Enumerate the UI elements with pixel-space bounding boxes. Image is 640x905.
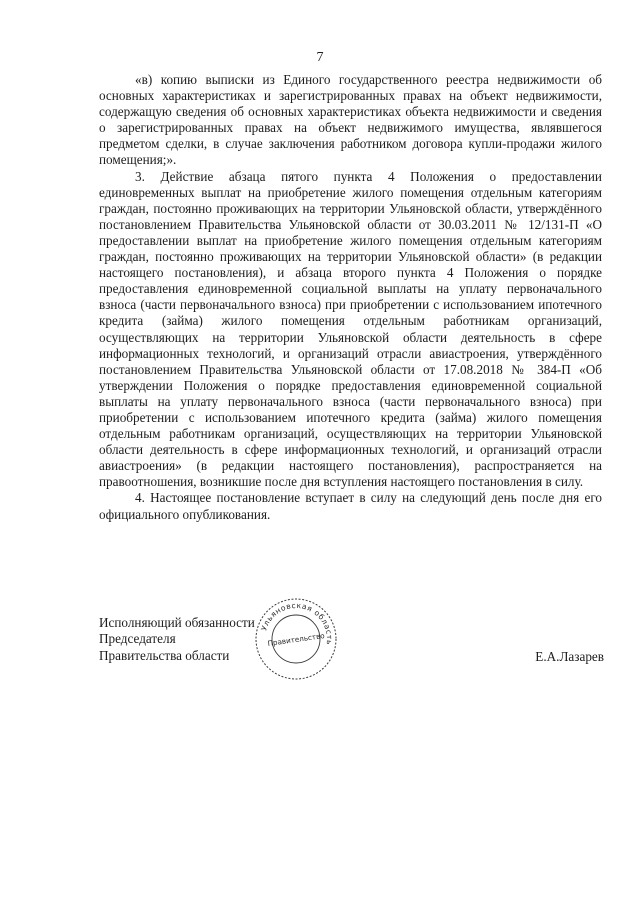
signer-title-line: Председателя — [99, 631, 176, 647]
signer-name: Е.А.Лазарев — [535, 649, 604, 664]
seal-icon — [253, 596, 339, 682]
paragraph-item-v: «в) копию выписки из Единого государственного реестра недвижимости об основных характеристиках и зарегистрированных правах на объект недвижимости, содержащую сведения об основных характеристиках объекта недвижимости и сведения о зарегистрированных правах на объект недвижимого имущества, являвшегося предметом сделки, в случае заключения работником договора купли-продажи жилого помещения;». — [99, 72, 602, 168]
signature-block — [99, 615, 604, 664]
signer-title-line: Правительства области — [99, 647, 230, 663]
document-body — [99, 72, 602, 523]
signer-title-line: Исполняющий обязанности — [99, 615, 255, 630]
seal-ring-text: Ульяновская область — [259, 600, 335, 646]
paragraph-point-4: 4. Настоящее постановление вступает в силу на следующий день после дня его официального опубликования. — [99, 490, 602, 522]
paragraph-point-3: 3. Действие абзаца пятого пункта 4 Положения о предоставлении единовременных выплат на приобретение жилого помещения отдельным категориям граждан, постоянно проживающих на территории Ульяновской области, утверждённого постановлением Правительства Ульяновской области от 30.03.2011 № 12/131-П «О предоставлении выплат на приобретение жилого помещения отдельным категориям граждан, постоянно проживающих на территории Ульяновской области» (в редакции настоящего постановления), и абзаца второго пункта 4 Положения о порядке предоставления единовременной социальной выплаты на уплату первоначального взноса (части первоначального взноса) при приобретении с использованием ипотечного кредита (займа) жилого помещения отдельным работникам организаций, осуществляющих на территории Ульяновской области деятельность в сфере информационных технологий, и организаций отрасли авиастроения, утверждённого постановлением Правительства Ульяновской области от 17.08.2018 № 384-П «Об утверждении Положения о порядке предоставления единовременной социальной выплаты на уплату первоначального взноса (части первоначального взноса) при приобретении с использованием ипотечного кредита (займа) жилого помещения отдельным работникам организаций, осуществляющих на территории Ульяновской области деятельность в сфере информационных технологий, и организаций отрасли авиастроения» (в редакции настоящего постановления), распространяется на правоотношения, возникшие после дня вступления настоящего постановления в силу. — [99, 168, 602, 490]
official-seal — [253, 596, 339, 682]
page-number: 7 — [316, 50, 324, 65]
seal-center-text: Правительство — [266, 631, 326, 648]
